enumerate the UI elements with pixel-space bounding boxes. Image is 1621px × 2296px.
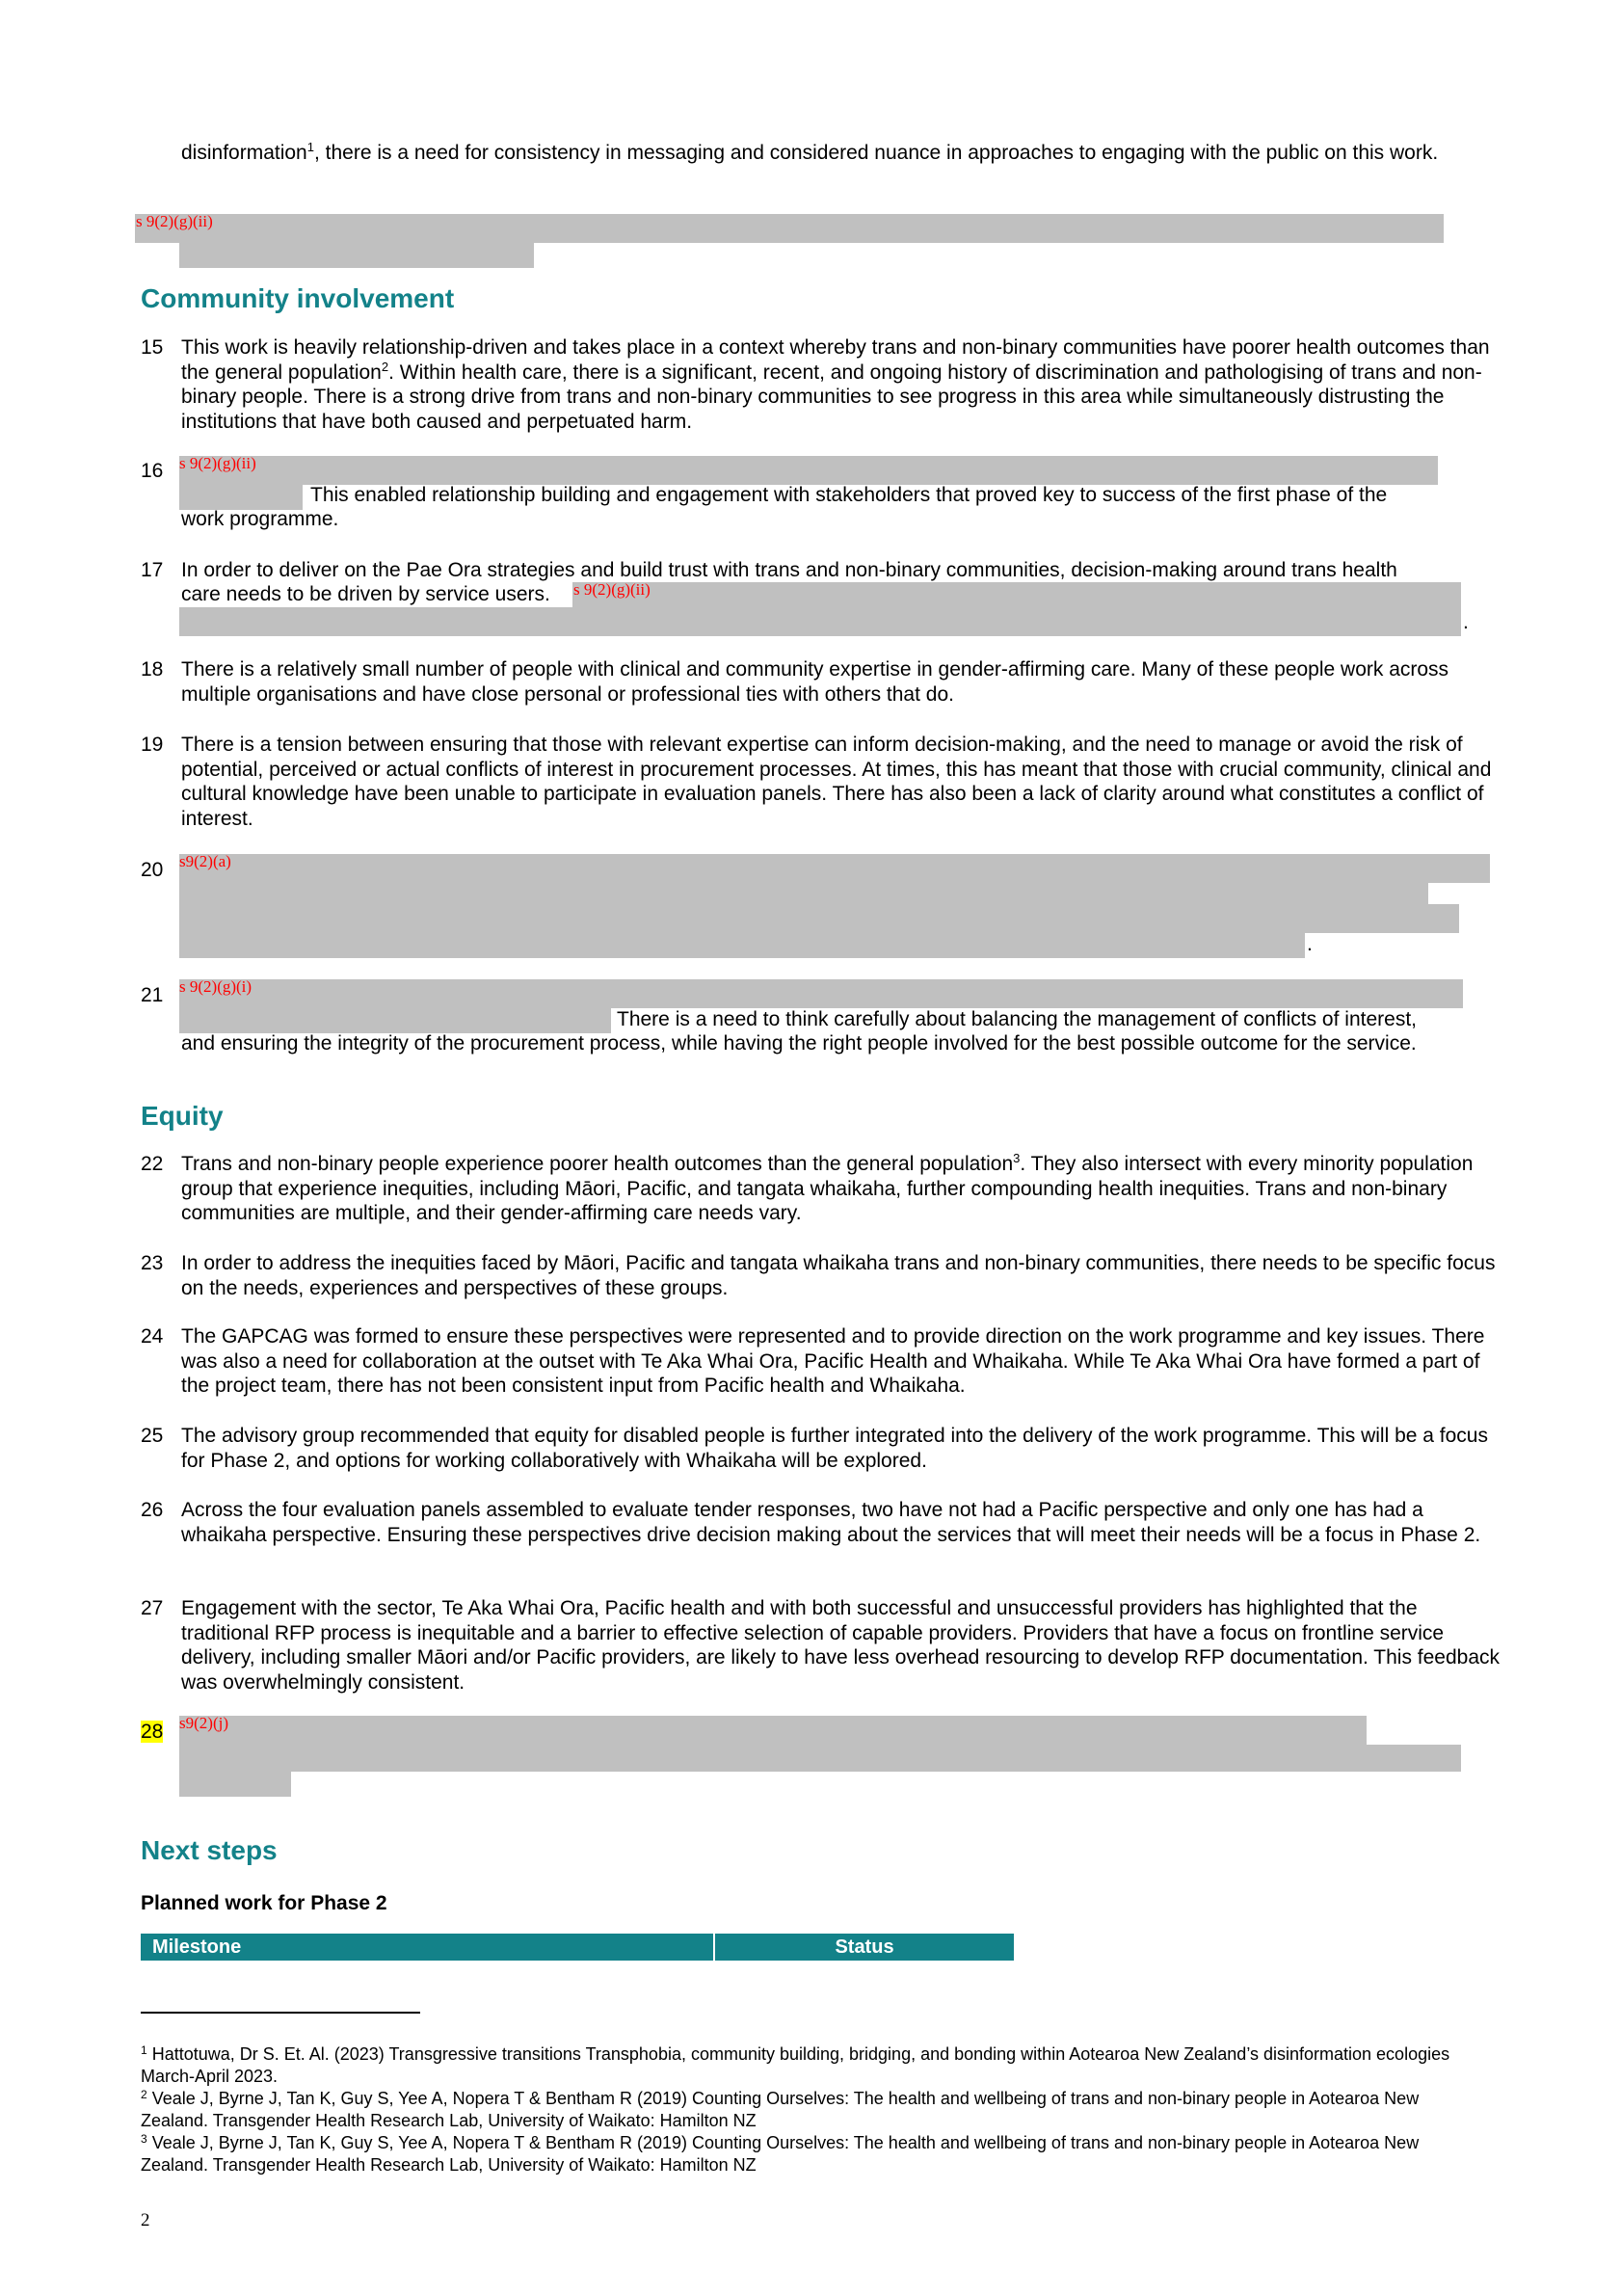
paragraph-21-line1: There is a need to think carefully about balancing the management of conflicts of interest, <box>617 1008 1417 1030</box>
para-number: 20 <box>141 859 164 881</box>
para-text: . They also intersect with every minority population group that experience inequities, including Māori, Pacific, and tangata whaikaha, further compounding health inequities. Trans and non-binary communities are multiple, and their gender-affirming care needs vary. <box>181 1153 1474 1224</box>
para-number: 15 <box>141 336 164 359</box>
section-heading-equity: Equity <box>141 1101 224 1131</box>
footnote-text: Veale J, Byrne J, Tan K, Guy S, Yee A, Nopera T & Bentham R (2019) Counting Ourselves: The health and wellbeing of trans and non-binary people in Aotearoa New Zealand. Transgender Health Research Lab, University of Waikato: Hamilton NZ <box>141 2089 1420 2130</box>
paragraph-26: Across the four evaluation panels assembled to evaluate tender responses, two have not had a Pacific perspective and only one has had a whaikaha perspective. Ensuring these perspectives drive decision making about the services that will meet their needs will be a focus in Phase 2. <box>181 1499 1481 1546</box>
redaction-block <box>179 456 1438 485</box>
section-heading-community: Community involvement <box>141 283 455 313</box>
para-number: 17 <box>141 559 164 581</box>
intro-text-a: disinformation <box>181 142 307 164</box>
para-number: 23 <box>141 1252 164 1274</box>
para-number: 27 <box>141 1597 164 1619</box>
para-number: 24 <box>141 1325 164 1348</box>
redaction-block <box>179 1716 1367 1745</box>
footnote-1 <box>141 2043 1490 2088</box>
footnote-text: Hattotuwa, Dr S. Et. Al. (2023) Transgressive transitions Transphobia, community building, bridging, and bonding within Aotearoa New Zealand’s disinformation ecologies March-April 2023. <box>141 2044 1450 2086</box>
redaction-block <box>179 933 1305 958</box>
paragraph-27: Engagement with the sector, Te Aka Whai Ora, Pacific health and with both successful and unsuccessful providers has highlighted that the traditional RFP process is inequitable and a barrier to effective selection of capable providers. Providers that have a focus on frontline service delivery, including smaller Māori and/or Pacific providers, are likely to have less overhead resourcing to develop RFP documentation. This feedback was overwhelmingly consistent. <box>181 1597 1501 1694</box>
para-text: . Within health care, there is a significant, recent, and ongoing history of discrimination and pathologising of trans and non-binary people. There is a strong drive from trans and non-binary communities to see progress in this area while simultaneously distrusting the institutions that have both caused and perpetuated harm. <box>181 360 1482 433</box>
redaction-block <box>179 904 1459 933</box>
column-header-milestone: Milestone <box>141 1934 715 1961</box>
redaction-label: s 9(2)(g)(ii) <box>136 212 213 230</box>
redaction-block <box>179 243 534 268</box>
redaction-block <box>179 1772 291 1797</box>
para-number: 25 <box>141 1425 164 1447</box>
page-number: 2 <box>141 2210 150 2230</box>
paragraph-23: In order to address the inequities faced by Māori, Pacific and tangata whaikaha trans and non-binary communities, there needs to be specific focus on the needs, experiences and perspectives of these groups. <box>181 1252 1496 1299</box>
footnote-ref-2[interactable]: 2 <box>381 359 389 374</box>
redaction-block <box>179 979 1463 1008</box>
highlight-mark: 28 <box>141 1721 164 1743</box>
para-text: This work is heavily relationship-driven and takes place in a context whereby trans and non-binary communities have poorer health outcomes than the general population <box>181 336 1490 384</box>
redaction-block <box>179 607 1461 636</box>
para-number: 18 <box>141 658 164 681</box>
redaction-label: s 9(2)(g)(i) <box>179 977 252 996</box>
redaction-block <box>572 582 1461 607</box>
paragraph-16-line1: This enabled relationship building and engagement with stakeholders that proved key to success of the first phase of the <box>310 484 1388 506</box>
footnote-2 <box>141 2088 1490 2132</box>
para-number: 21 <box>141 984 164 1006</box>
redaction-block <box>179 1008 611 1033</box>
para-number: 19 <box>141 734 164 756</box>
footnote-marker: 3 <box>141 2132 147 2146</box>
redaction-label: s 9(2)(g)(ii) <box>179 454 256 472</box>
paragraph-17-line2: care needs to be driven by service users. <box>181 583 550 605</box>
redaction-block <box>135 214 1444 243</box>
footnote-ref-3[interactable]: 3 <box>1013 1151 1021 1165</box>
paragraph-16-line2: work programme. <box>181 508 339 530</box>
redaction-label: s 9(2)(g)(ii) <box>573 580 651 599</box>
footnote-3 <box>141 2132 1490 2176</box>
paragraph-21-line2: and ensuring the integrity of the procurement process, while having the right people involved for the best possible outcome for the service. <box>181 1032 1417 1055</box>
subheading-planned-work: Planned work for Phase 2 <box>141 1892 387 1914</box>
para-number-highlighted <box>141 1720 175 1745</box>
paragraph-22 <box>181 1152 1501 1226</box>
intro-text-b: , there is a need for consistency in messaging and considered nuance in approaches to engaging with the public on this work. <box>313 142 1439 164</box>
section-heading-next-steps: Next steps <box>141 1835 278 1865</box>
footnote-separator <box>141 2012 420 2014</box>
footnote-ref-1[interactable]: 1 <box>306 140 314 154</box>
para-number: 26 <box>141 1499 164 1521</box>
redaction-label: s9(2)(a) <box>179 852 231 870</box>
intro-paragraph <box>181 141 1501 166</box>
redaction-block <box>179 883 1428 904</box>
redaction-block <box>179 854 1490 883</box>
footnote-marker: 2 <box>141 2088 147 2101</box>
paragraph-15 <box>181 335 1501 434</box>
paragraph-18: There is a relatively small number of people with clinical and community expertise in gender-affirming care. Many of these people work across multiple organisations and have close personal or professional ties with others that do. <box>181 658 1449 706</box>
redaction-block <box>179 1745 1461 1772</box>
footnote-text: Veale J, Byrne J, Tan K, Guy S, Yee A, Nopera T & Bentham R (2019) Counting Ourselves: The health and wellbeing of trans and non-binary people in Aotearoa New Zealand. Transgender Health Research Lab, University of Waikato: Hamilton NZ <box>141 2133 1420 2175</box>
sentence-period: . <box>1307 933 1313 955</box>
column-header-status: Status <box>715 1934 1014 1961</box>
para-number: 16 <box>141 460 164 482</box>
footnote-marker: 1 <box>141 2043 147 2057</box>
para-number: 22 <box>141 1153 164 1175</box>
paragraph-19: There is a tension between ensuring that those with relevant expertise can inform decision-making, and the need to manage or avoid the risk of potential, perceived or actual conflicts of interest in procurement processes. At times, this has meant that those with crucial community, clinical and cultural knowledge have been unable to participate in evaluation panels. There has also been a lack of clarity around what constitutes a conflict of interest. <box>181 734 1492 830</box>
paragraph-25: The advisory group recommended that equity for disabled people is further integrated into the delivery of the work programme. This will be a focus for Phase 2, and options for working collaboratively with Whaikaha will be explored. <box>181 1425 1488 1472</box>
paragraph-17-line1: In order to deliver on the Pae Ora strategies and build trust with trans and non-binary communities, decision-making around trans health <box>181 559 1397 581</box>
redaction-label: s9(2)(j) <box>179 1714 228 1732</box>
paragraph-24: The GAPCAG was formed to ensure these perspectives were represented and to provide direction on the work programme and key issues. There was also a need for collaboration at the outset with Te Aka Whai Ora, Pacific Health and Whaikaha. While Te Aka Whai Ora have formed a part of the project team, there has not been consistent input from Pacific health and Whaikaha. <box>181 1325 1485 1397</box>
milestone-table-header <box>141 1934 1014 1961</box>
para-text: Trans and non-binary people experience poorer health outcomes than the general population <box>181 1153 1014 1175</box>
sentence-period: . <box>1463 611 1469 633</box>
